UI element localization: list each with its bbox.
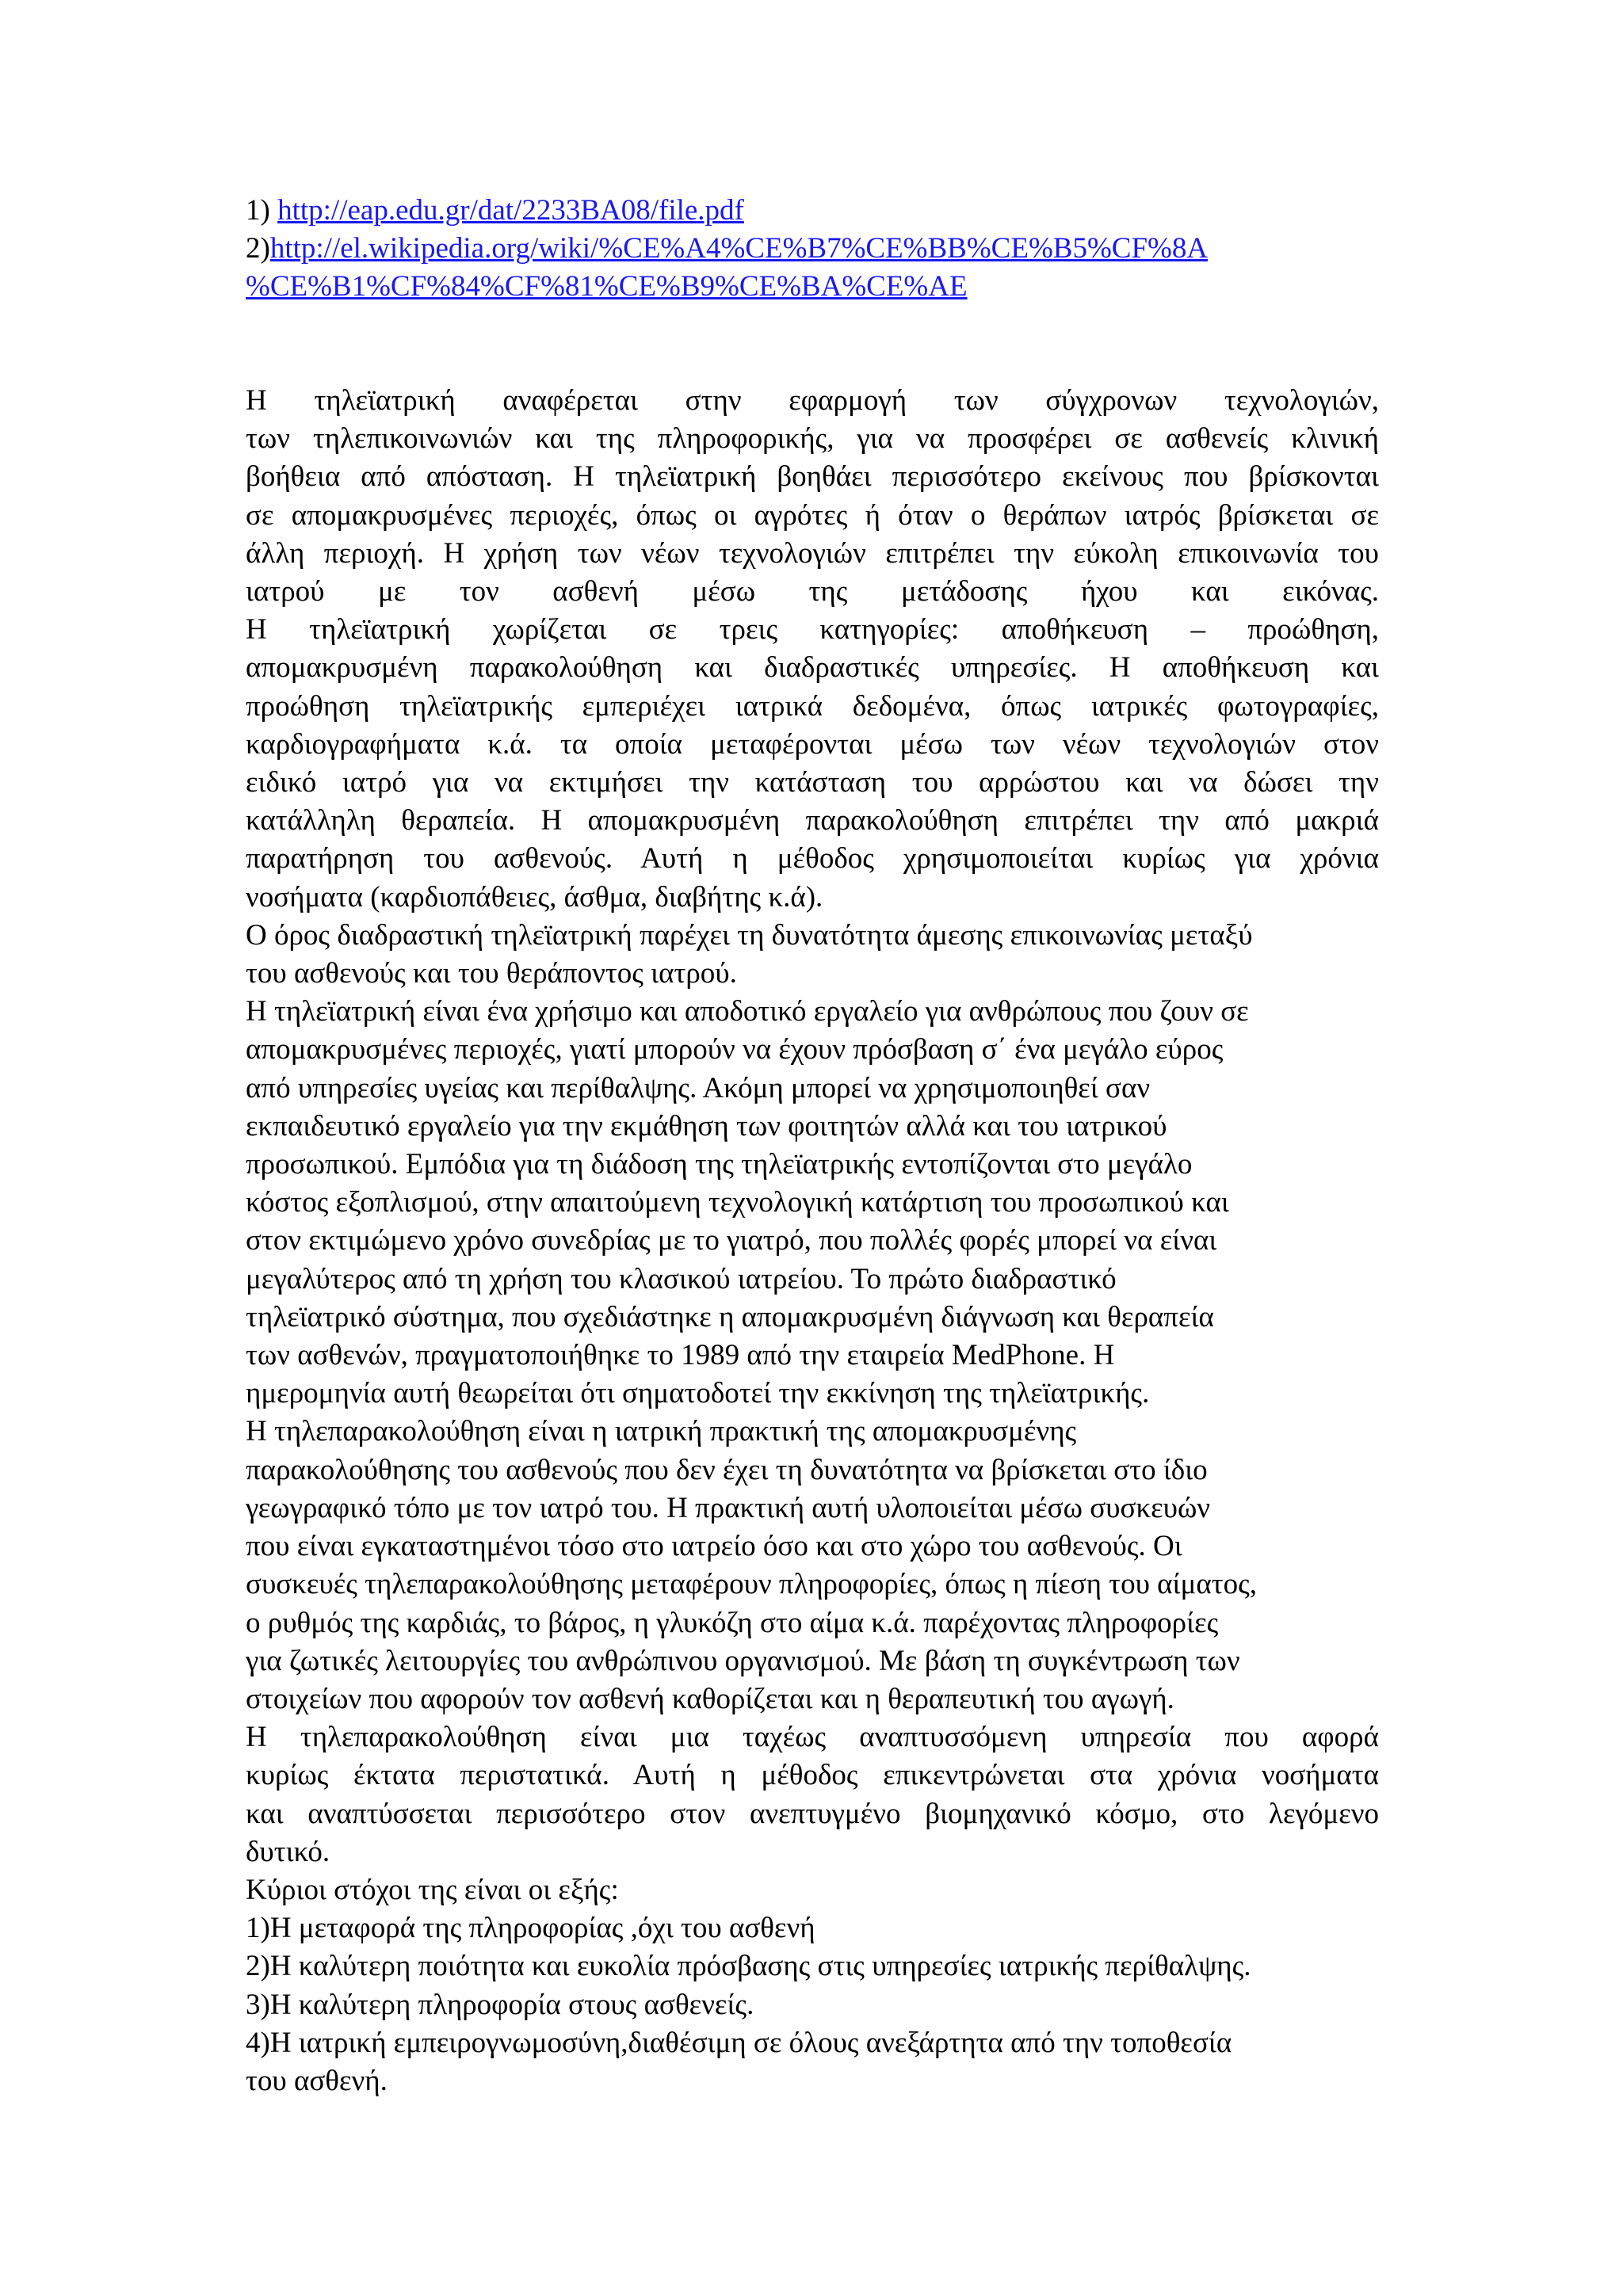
paragraph-line: ημερομηνία αυτή θεωρείται ότι σηματοδοτεί την εκκίνηση της τηλεϊατρικής.: [246, 1377, 1150, 1410]
paragraph-line: κυρίως έκτατα περιστατικά. Αυτή η μέθοδος επικεντρώνεται στα χρόνια νοσήματα: [246, 1759, 1379, 1792]
paragraph-line: Ο όρος διαδραστική τηλεϊατρική παρέχει τη δυνατότητα άμεσης επικοινωνίας μεταξύ: [246, 918, 1253, 952]
paragraph-line: απομακρυσμένη παρακολούθηση και διαδραστικές υπηρεσίες. Η αποθήκευση και: [246, 651, 1379, 685]
paragraph-line: των τηλεπικοινωνιών και της πληροφορικής, για να προσφέρει σε ασθενείς κλινική: [246, 422, 1379, 456]
paragraph-line: του ασθενούς και του θεράποντος ιατρού.: [246, 957, 737, 990]
paragraph-line: Η τηλεπαρακολούθηση είναι μια ταχέως αναπτυσσόμενη υπηρεσία που αφορά: [246, 1721, 1379, 1754]
paragraph-line: στοιχείων που αφορούν τον ασθενή καθορίζεται και η θεραπευτική του αγωγή.: [246, 1682, 1174, 1715]
goals-intro: [246, 1871, 1379, 1909]
references-block: [246, 192, 1379, 306]
paragraph-line: από υπηρεσίες υγείας και περίθαλψης. Ακόμη μπορεί να χρησιμοποιηθεί σαν: [246, 1071, 1151, 1104]
paragraph-line: νοσήματα (καρδιοπάθειες, άσθμα, διαβήτης κ.ά).: [246, 880, 823, 913]
reference-2-link-line1[interactable]: http://el.wikipedia.org/wiki/%CE%A4%CE%B7%CE%BB%CE%B5%CF%8A: [269, 232, 1209, 265]
paragraph-line: απομακρυσμένες περιοχές, γιατί μπορούν να έχουν πρόσβαση σ΄ ένα μεγάλο εύρος: [246, 1033, 1224, 1066]
paragraph-line: ειδικό ιατρό για να εκτιμήσει την κατάσταση του αρρώστου και να δώσει την: [246, 766, 1379, 799]
paragraph-5: [246, 1718, 1379, 1871]
goal-item: του ασθενή.: [246, 2064, 388, 2097]
paragraph-line: παρακολούθησης του ασθενούς που δεν έχει τη δυνατότητα να βρίσκεται στο ίδιο: [246, 1453, 1208, 1486]
paragraph-3: [246, 993, 1379, 1413]
paragraph-line: Η τηλεϊατρική χωρίζεται σε τρεις κατηγορίες: αποθήκευση – προώθηση,: [246, 613, 1379, 646]
paragraph-line: εκπαιδευτικό εργαλείο για την εκμάθηση των φοιτητών αλλά και του ιατρικού: [246, 1109, 1167, 1142]
reference-2-cont: [246, 268, 1379, 306]
reference-2: [246, 230, 1379, 268]
paragraph-line: γεωγραφικό τόπο με τον ιατρό του. Η πρακτική αυτή υλοποιείται μέσω συσκευών: [246, 1491, 1211, 1524]
paragraph-line: καρδιογραφήματα κ.ά. τα οποία μεταφέρονται μέσω των νέων τεχνολογιών στον: [246, 727, 1379, 761]
paragraph-line: προώθηση τηλεϊατρικής εμπεριέχει ιατρικά δεδομένα, όπως ιατρικές φωτογραφίες,: [246, 689, 1379, 723]
goals-list: [246, 1909, 1379, 2100]
goal-item: 1)Η μεταφορά της πληροφορίας ,όχι του ασθενή: [246, 1912, 815, 1945]
paragraph-line: άλλη περιοχή. Η χρήση των νέων τεχνολογιών επιτρέπει την εύκολη επικοινωνία του: [246, 536, 1379, 570]
body-text: [246, 382, 1379, 2100]
paragraph-line: συσκευές τηλεπαρακολούθησης μεταφέρουν πληροφορίες, όπως η πίεση του αίματος,: [246, 1568, 1257, 1601]
paragraph-line: σε απομακρυσμένες περιοχές, όπως οι αγρότες ή όταν ο θεράπων ιατρός βρίσκεται σε: [246, 498, 1379, 532]
paragraph-line: στον εκτιμώμενο χρόνο συνεδρίας με το γιατρό, που πολλές φορές μπορεί να είναι: [246, 1224, 1217, 1257]
goal-item: 3)Η καλύτερη πληροφορία στους ασθενείς.: [246, 1988, 754, 2021]
reference-2-link-line2[interactable]: %CE%B1%CF%84%CF%81%CE%B9%CE%BA%CE%AE: [246, 270, 968, 303]
goals-intro-line: Κύριοι στόχοι της είναι οι εξής:: [246, 1873, 619, 1906]
reference-1: [246, 192, 1379, 230]
goal-item: 2)Η καλύτερη ποιότητα και ευκολία πρόσβασης στις υπηρεσίες ιατρικής περίθαλψης.: [246, 1950, 1251, 1983]
paragraph-line: μεγαλύτερος από τη χρήση του κλασικού ιατρείου. Το πρώτο διαδραστικό: [246, 1262, 1117, 1295]
paragraph-line: παρατήρηση του ασθενούς. Αυτή η μέθοδος χρησιμοποιείται κυρίως για χρόνια: [246, 842, 1379, 875]
paragraph-line: Η τηλεϊατρική είναι ένα χρήσιμο και αποδοτικό εργαλείο για ανθρώπους που ζουν σε: [246, 995, 1249, 1028]
paragraph-line: για ζωτικές λειτουργίες του ανθρώπινου οργανισμού. Με βάση τη συγκέντρωση των: [246, 1644, 1240, 1677]
reference-2-prefix: 2): [246, 232, 270, 265]
paragraph-line: και αναπτύσσεται περισσότερο στον ανεπτυγμένο βιομηχανικό κόσμο, στο λεγόμενο: [246, 1797, 1379, 1830]
paragraph-line: βοήθεια από απόσταση. Η τηλεϊατρική βοηθάει περισσότερο εκείνους που βρίσκονται: [246, 460, 1379, 494]
paragraph-line: κατάλληλη θεραπεία. Η απομακρυσμένη παρακολούθηση επιτρέπει την από μακριά: [246, 804, 1379, 837]
paragraph-line: προσωπικού. Εμπόδια για τη διάδοση της τηλεϊατρικής εντοπίζονται στο μεγάλο: [246, 1148, 1193, 1181]
reference-1-prefix: 1): [246, 194, 278, 227]
paragraph-4: [246, 1413, 1379, 1718]
paragraph-line: των ασθενών, πραγματοποιήθηκε το 1989 από την εταιρεία MedPhone. Η: [246, 1339, 1115, 1372]
reference-1-link[interactable]: http://eap.edu.gr/dat/2233BA08/file.pdf: [277, 194, 744, 227]
paragraph-line: δυτικό.: [246, 1835, 330, 1868]
paragraph-line: Η τηλεπαρακολούθηση είναι η ιατρική πρακτική της απομακρυσμένης: [246, 1415, 1077, 1448]
paragraph-line: τηλεϊατρικό σύστημα, που σχεδιάστηκε η απομακρυσμένη διάγνωση και θεραπεία: [246, 1300, 1214, 1333]
paragraph-line: Η τηλεϊατρική αναφέρεται στην εφαρμογή των σύγχρονων τεχνολογιών,: [246, 384, 1379, 417]
paragraph-1: [246, 382, 1379, 917]
paragraph-line: ο ρυθμός της καρδιάς, το βάρος, η γλυκόζη στο αίμα κ.ά. παρέχοντας πληροφορίες: [246, 1606, 1219, 1639]
paragraph-line: ιατρού με τον ασθενή μέσω της μετάδοσης ήχου και εικόνας.: [246, 575, 1379, 608]
paragraph-line: κόστος εξοπλισμού, στην απαιτούμενη τεχνολογική κατάρτιση του προσωπικού και: [246, 1186, 1229, 1219]
goal-item: 4)Η ιατρική εμπειρογνωμοσύνη,διαθέσιμη σε όλους ανεξάρτητα από την τοποθεσία: [246, 2026, 1232, 2059]
paragraph-2: [246, 917, 1379, 993]
paragraph-line: που είναι εγκαταστημένοι τόσο στο ιατρείο όσο και στο χώρο του ασθενούς. Οι: [246, 1530, 1182, 1563]
